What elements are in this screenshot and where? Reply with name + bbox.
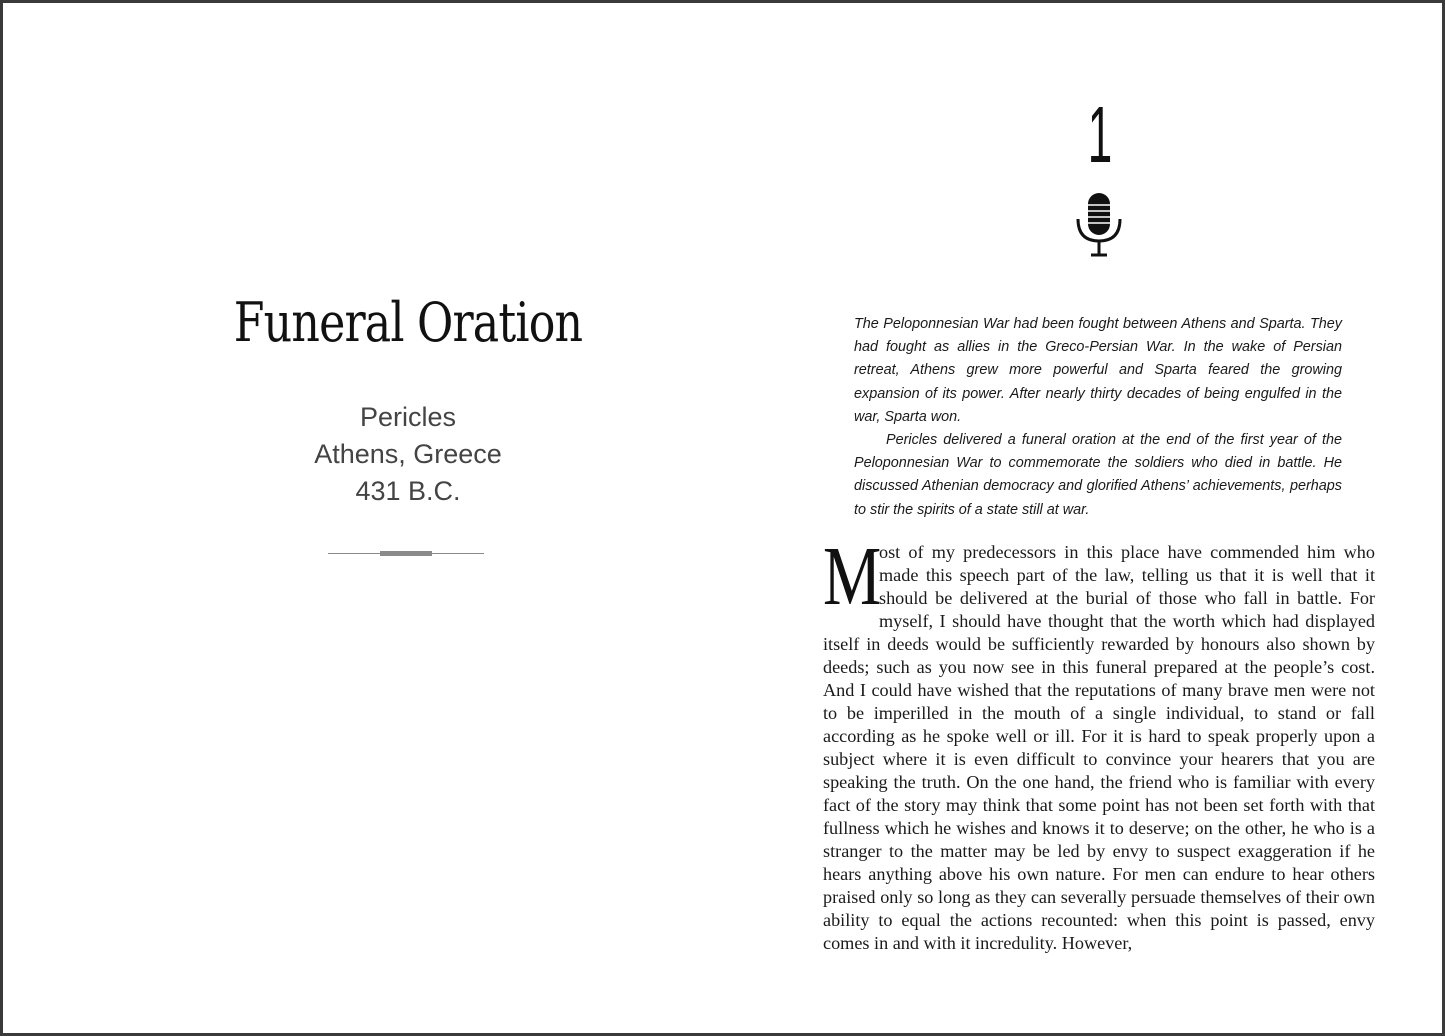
chapter-number: 1 bbox=[1087, 90, 1113, 179]
speech-place: Athens, Greece bbox=[314, 439, 502, 469]
ornament-divider-center bbox=[380, 551, 432, 556]
speech-date: 431 B.C. bbox=[355, 476, 461, 506]
left-page bbox=[6, 6, 726, 1036]
intro-paragraph-1: The Peloponnesian War had been fought between Athens and Sparta. They had fought as allies in the Greco-Persian War. In the wake of Persian retreat, Athens grew more powerful and Sparta feared the growing expansion of its power. After nearly thirty decades of being engulfed in the war, Sparta won. bbox=[854, 316, 1342, 425]
chapter-title: Funeral Oration bbox=[233, 291, 583, 354]
intro-paragraph-2: Pericles delivered a funeral oration at the end of the first year of the Peloponnesian War to commemorate the soldiers who died in battle. He discussed Athenian democracy and glorified Athens’ achievements, perhaps to stir the spirits of a state still at war. bbox=[854, 432, 1342, 518]
speaker-name: Pericles bbox=[359, 402, 457, 432]
microphone-icon bbox=[1074, 189, 1124, 259]
chapter-introduction bbox=[854, 313, 1342, 522]
byline bbox=[3, 399, 813, 510]
speech-body bbox=[823, 530, 1375, 955]
drop-cap: M bbox=[823, 530, 882, 623]
speech-paragraph: ost of my predecessors in this place have commended him who made this speech part of the law, telling us that it is well that it should be delivered at the burial of those who fall in battle. For myself, I should have thought that the worth which had displayed itself in deeds would be sufficiently rewarded by honours also shown by deeds; such as you now see in this funeral prepared at the people’s cost. And I could have wished that the reputations of many brave men were not to be imperilled in the mouth of a single individual, to stand or fall according as he spoke well or ill. For it is hard to speak properly upon a subject where it is even difficult to convince your hearers that you are speaking the truth. On the one hand, the friend who is familiar with every fact of the story may think that some point has not been set forth with that fullness which he wishes and knows it to deserve; on the other, he who is a stranger to the matter may be led by envy to suspect exaggeration if he hears anything above his own nature. For men can endure to hear others praised only so long as they can severally persuade themselves of their own ability to equal the actions recounted: when this point is passed, envy comes in and with it incredulity. However, bbox=[823, 542, 1375, 953]
